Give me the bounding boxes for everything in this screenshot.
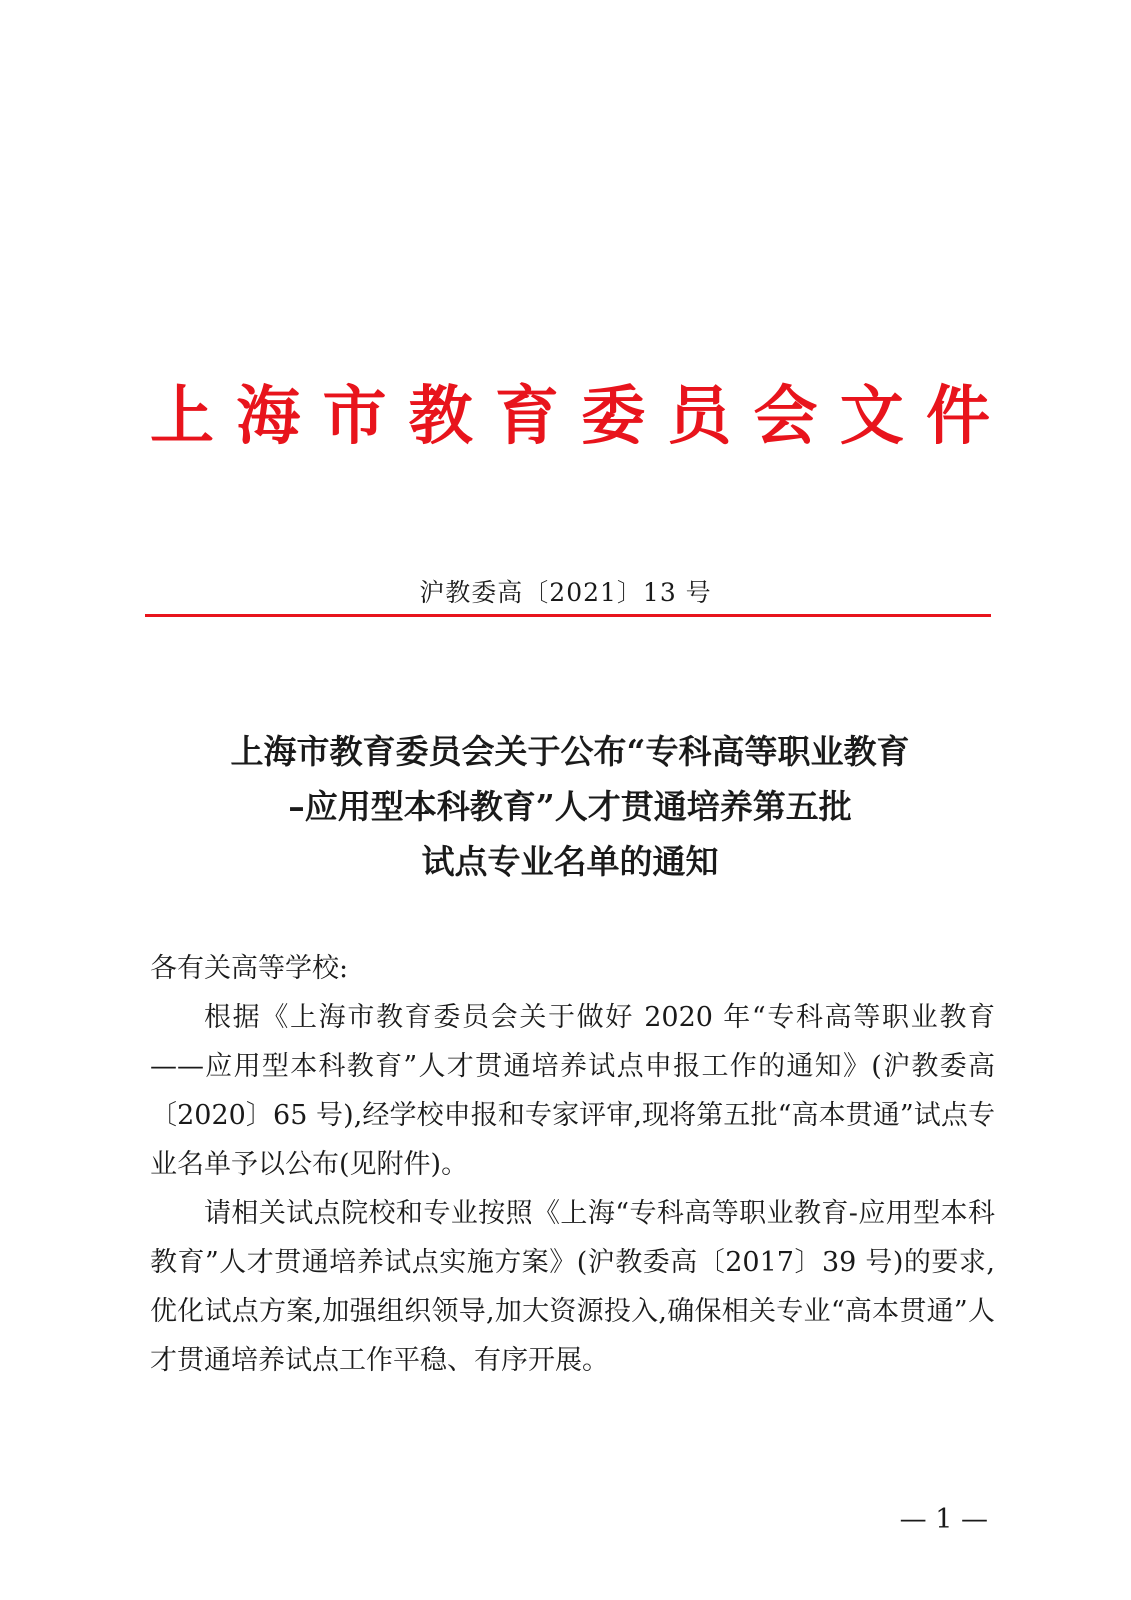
document-body [150,944,995,1385]
title-line: –应用型本科教育”人才贯通培养第五批 [288,787,852,826]
salutation: 各有关高等学校: [150,953,349,984]
masthead-char: 育 [494,379,559,454]
masthead-char: 教 [408,379,473,454]
masthead-title [150,372,990,462]
body-paragraph: 请相关试点院校和专业按照《上海“专科高等职业教育-应用型本科教育”人才贯通培养试点实施方案》(沪教委高〔2017〕39 号)的要求,优化试点方案,加强组织领导,加大资源投入,确保相关专业“高本贯通”人才贯通培养试点工作平稳、有序开展。 [150,1198,995,1376]
body-paragraph: 根据《上海市教育委员会关于做好 2020 年“专科高等职业教育——应用型本科教育”人才贯通培养试点申报工作的通知》(沪教委高〔2020〕65 号),经学校申报和专家评审,现将第五批“高本贯通”试点专业名单予以公布(见附件)。 [150,1002,995,1180]
masthead-char: 市 [322,379,387,454]
masthead-char: 会 [753,379,818,454]
title-line: 试点专业名单的通知 [421,842,719,881]
red-divider-line [145,614,991,617]
document-number: 沪教委高〔2021〕13 号 [419,578,712,607]
masthead-char: 委 [581,379,646,454]
title-line: 上海市教育委员会关于公布“专科高等职业教育 [230,732,910,771]
masthead-char: 员 [667,379,732,454]
masthead-char: 上 [150,379,214,454]
document-title [150,724,990,889]
masthead-char: 件 [925,379,990,454]
masthead-char: 文 [839,379,904,454]
page-number: — 1 — [899,1504,988,1535]
masthead-char: 海 [236,379,301,454]
